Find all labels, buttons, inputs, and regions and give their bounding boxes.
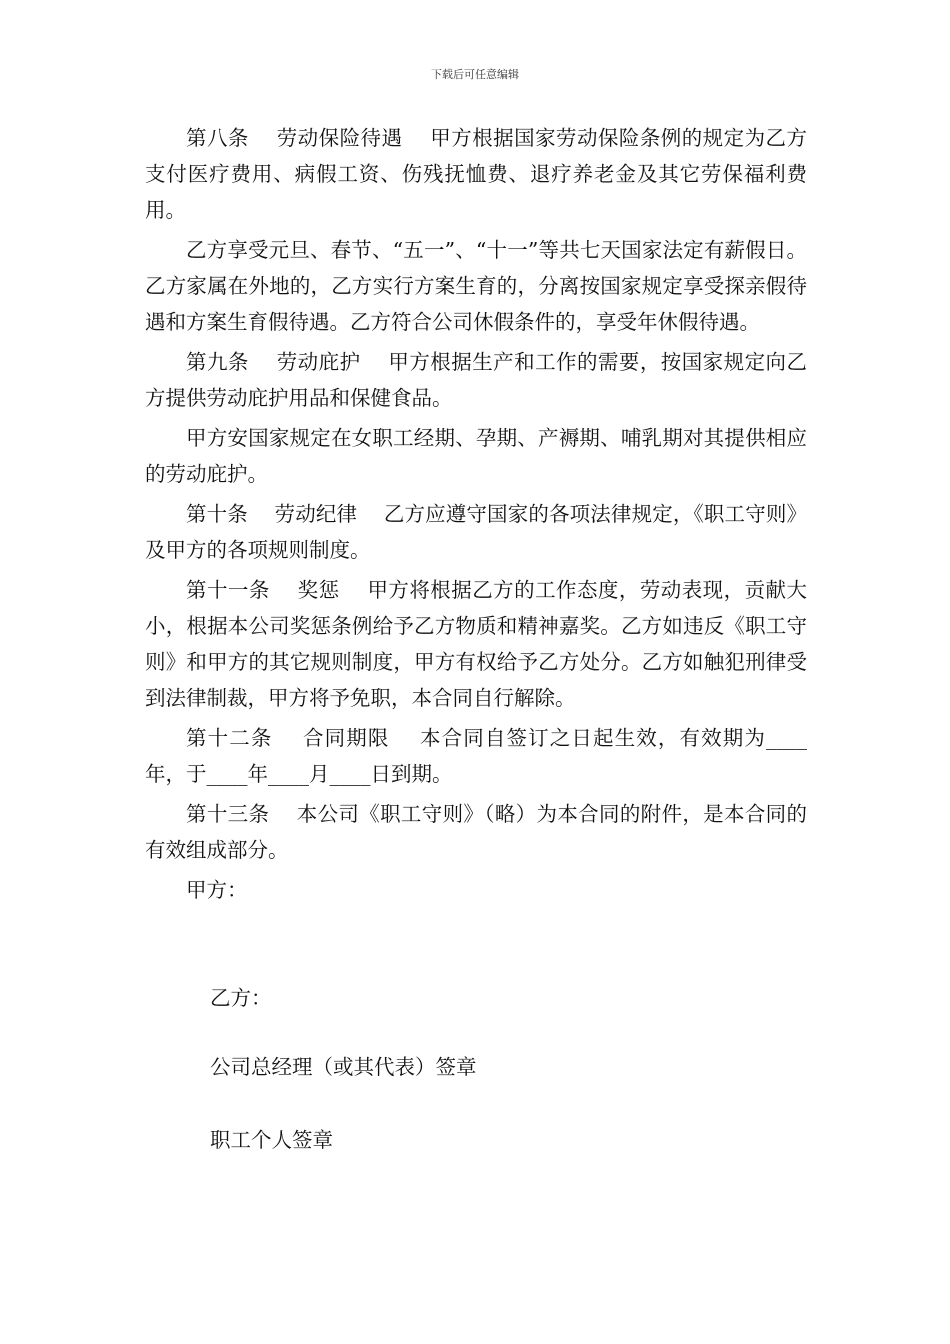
contract-body (145, 120, 807, 912)
manager-signature-label: 公司总经理（或其代表）签章 (210, 1055, 477, 1079)
holiday-paragraph: 乙方享受元旦、春节、“五一”、“十一”等共七天国家法定有薪假日。乙方家属在外地的，乙方实行方案生育的，分离按国家规定享受探亲假待遇和方案生育假待遇。乙方符合公司休假条件的，享受年休假待遇。 (145, 238, 807, 334)
party-b-label: 乙方： (210, 986, 272, 1010)
article-11-paragraph: 第十一条 奖惩 甲方将根据乙方的工作态度，劳动表现，贡献大小，根据本公司奖惩条例给予乙方物质和精神嘉奖。乙方如违反《职工守则》和甲方的其它规则制度，甲方有权给予乙方处分。乙方如触犯刑律受到法律制裁，甲方将予免职，本合同自行解除。 (145, 578, 807, 710)
employee-signature-label: 职工个人签章 (210, 1128, 333, 1152)
female-protection-paragraph: 甲方安国家规定在女职工经期、孕期、产褥期、哺乳期对其提供相应的劳动庇护。 (145, 426, 807, 486)
article-12-paragraph: 第十二条 合同期限 本合同自签订之日起生效，有效期为____年，于____年____月____日到期。 (145, 726, 807, 786)
article-13-paragraph: 第十三条 本公司《职工守则》（略）为本合同的附件，是本合同的有效组成部分。 (145, 802, 807, 862)
article-10-paragraph: 第十条 劳动纪律 乙方应遵守国家的各项法律规定，《职工守则》及甲方的各项规则制度。 (145, 502, 807, 562)
page-header-note: 下载后可任意编辑 (431, 68, 519, 81)
party-a-label: 甲方： (186, 878, 248, 902)
article-9-paragraph: 第九条 劳动庇护 甲方根据生产和工作的需要，按国家规定向乙方提供劳动庇护用品和保健食品。 (145, 350, 807, 410)
article-8-paragraph: 第八条 劳动保险待遇 甲方根据国家劳动保险条例的规定为乙方支付医疗费用、病假工资、伤残抚恤费、退疗养老金及其它劳保福利费用。 (145, 126, 807, 222)
